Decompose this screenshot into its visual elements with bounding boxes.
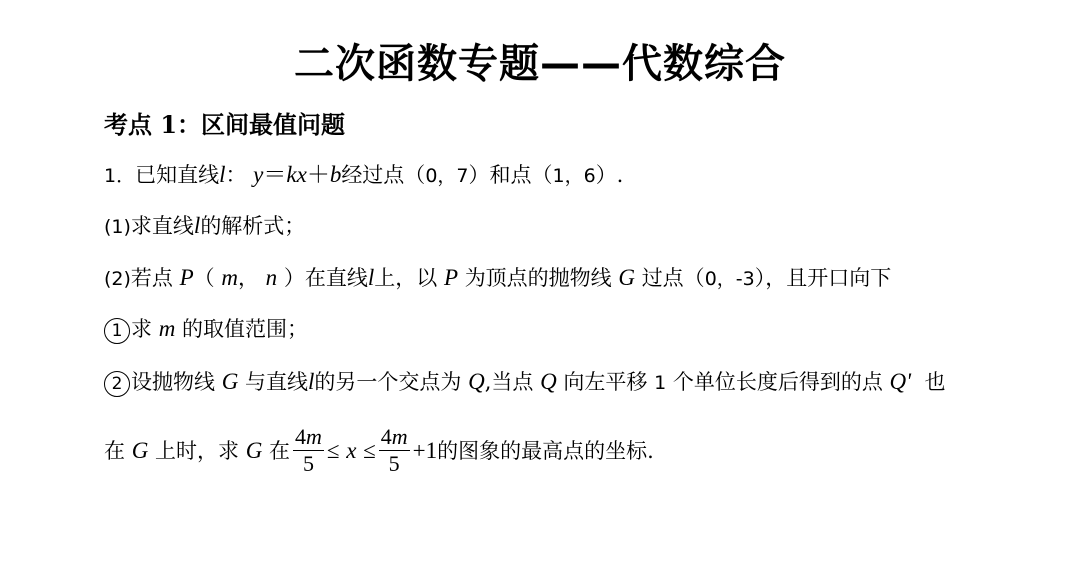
- math-x: x: [346, 438, 357, 463]
- text-segment: 的图象的最高点的坐标.: [437, 439, 654, 463]
- fraction-numerator: [293, 424, 324, 451]
- part-1: [104, 314, 308, 344]
- text-segment: 若点: [130, 266, 173, 290]
- part-2-continued: [104, 426, 654, 479]
- text-segment: ），且开口向下: [754, 266, 892, 290]
- text-segment: 过点（: [641, 266, 705, 290]
- section-heading: 考点 1：区间最值问题: [104, 110, 346, 139]
- circled-number: 1: [104, 318, 130, 344]
- text-segment: 为顶点的抛物线: [464, 266, 612, 290]
- text-segment: ：: [225, 163, 247, 187]
- text-segment: 的取值范围；: [182, 317, 308, 341]
- point-coords: 1，6: [552, 165, 596, 187]
- number-one: 1: [654, 372, 667, 394]
- text-segment: 的解析式；: [200, 214, 306, 238]
- sub-question-2: [104, 263, 891, 294]
- text-segment: ）在直线: [283, 266, 368, 290]
- sub-question-tag: (1): [104, 216, 131, 238]
- text-segment: 在: [269, 439, 290, 463]
- math-G: G: [618, 265, 635, 290]
- text-segment: 已知直线: [135, 163, 220, 187]
- math-l: l: [308, 369, 315, 394]
- question-number: 1．: [104, 165, 136, 187]
- fraction-4m-over-5: [379, 424, 410, 477]
- text-segment: ）.: [595, 163, 624, 187]
- math-plus-one: +1: [412, 438, 438, 463]
- fraction-denominator: 5: [302, 451, 314, 476]
- math-y: y: [253, 162, 264, 187]
- fraction-denominator: 5: [388, 451, 400, 476]
- math-P: P: [443, 265, 458, 290]
- math-n: n: [265, 265, 278, 290]
- math-Q-prime: Q': [889, 369, 912, 394]
- text-segment: ）和点（: [468, 163, 553, 187]
- fraction-numerator: [379, 424, 410, 451]
- math-P: P: [179, 265, 194, 290]
- text-segment: 向左平移: [563, 370, 648, 394]
- point-coords: 0，7: [425, 165, 469, 187]
- math-m: m: [158, 316, 176, 341]
- sub-question-1: [104, 211, 305, 242]
- text-segment: 上，以: [374, 266, 438, 290]
- math-m: m: [221, 265, 238, 290]
- text-segment: 在: [104, 439, 125, 463]
- text-segment: （: [193, 266, 215, 290]
- numerator-coefficient: 4: [380, 424, 392, 449]
- numerator-coefficient: 4: [295, 424, 306, 449]
- text-segment: 与直线: [245, 370, 308, 394]
- fraction-4m-over-5: [293, 424, 324, 477]
- math-Q: Q: [468, 369, 485, 394]
- text-segment: 的另一个交点为: [314, 370, 462, 394]
- numerator-variable: m: [306, 424, 322, 449]
- math-Q: Q: [540, 369, 557, 394]
- numerator-variable: m: [391, 424, 408, 449]
- math-le: ≤: [363, 438, 376, 463]
- math-G: G: [245, 438, 263, 463]
- text-segment: 求直线: [130, 214, 194, 238]
- math-b: b: [329, 162, 342, 187]
- math-kx: kx: [286, 162, 307, 187]
- math-l: l: [219, 162, 226, 187]
- text-segment: ,当点: [484, 370, 534, 394]
- math-G: G: [131, 438, 149, 463]
- text-segment: 经过点（: [341, 163, 426, 187]
- math-equals: ＝: [263, 162, 287, 187]
- math-l: l: [193, 213, 201, 238]
- sub-question-tag: (2): [104, 268, 131, 290]
- text-segment: 也: [924, 370, 946, 394]
- page-title: 二次函数专题——代数综合: [294, 41, 786, 87]
- point-coords: 0，-3: [704, 268, 755, 290]
- text-segment: 求: [131, 317, 152, 341]
- text-segment: ，: [237, 266, 259, 290]
- text-segment: 设抛物线: [131, 370, 215, 394]
- math-G: G: [221, 369, 239, 394]
- question-1: [104, 160, 623, 191]
- text-segment: 个单位长度后得到的点: [672, 370, 883, 394]
- math-le: ≤: [326, 438, 340, 463]
- math-plus: ＋: [306, 162, 330, 187]
- part-2: [104, 367, 945, 398]
- math-l: l: [367, 265, 375, 290]
- circled-number: 2: [104, 371, 130, 397]
- text-segment: 上时，求: [155, 439, 239, 463]
